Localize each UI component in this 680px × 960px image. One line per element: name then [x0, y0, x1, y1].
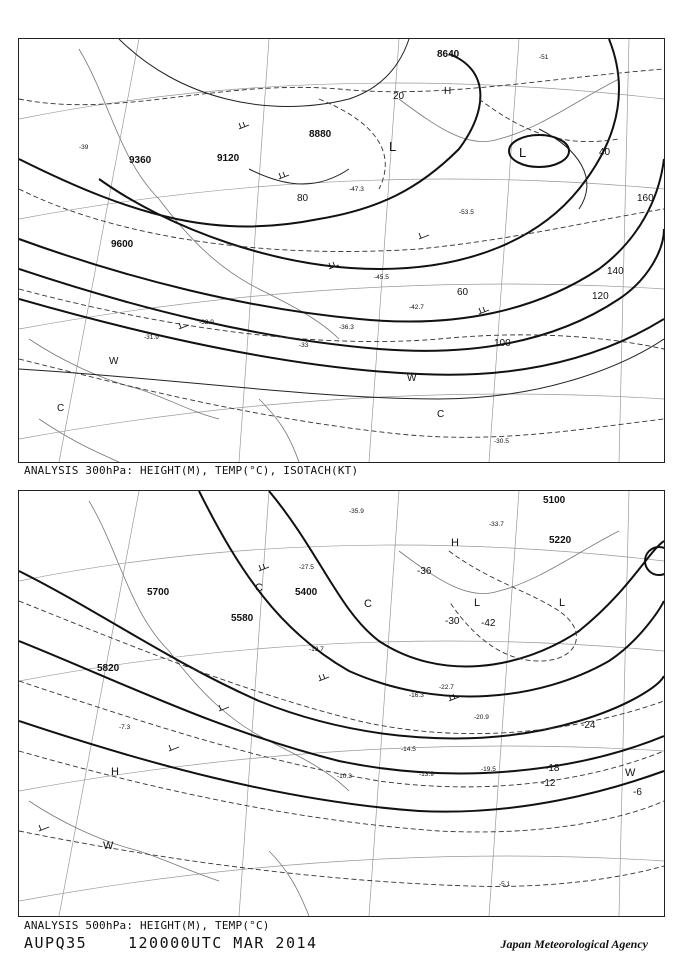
height-label-9360: 9360: [129, 155, 152, 166]
isotach-label-40: 40: [599, 147, 611, 158]
high-center-label: H: [111, 766, 119, 778]
isotherm-lines: [19, 551, 664, 886]
isotach-label-20: 20: [393, 91, 405, 102]
warm-center-label: W: [103, 840, 114, 852]
low-center-label: L: [559, 597, 566, 609]
height-labels: [111, 49, 460, 250]
cold-center-label: C: [364, 598, 372, 610]
height-label-5700: 5700: [147, 587, 170, 598]
svg-text:-13.9: -13.9: [419, 771, 434, 778]
isotherm-label-minus6: -6: [633, 787, 642, 798]
panel-caption-300hpa: ANALYSIS 300hPa: HEIGHT(M), TEMP(°C), ISOTACH(KT): [24, 464, 359, 477]
height-label-5220: 5220: [549, 535, 572, 546]
analysis-300hpa-map: [18, 38, 665, 463]
coastlines: [29, 501, 619, 916]
isotherm-label-minus36: -36: [417, 566, 432, 577]
height-label-5820: 5820: [97, 663, 120, 674]
svg-text:-30.5: -30.5: [494, 438, 509, 445]
pressure-centers: [103, 537, 636, 852]
low-center-label: L: [474, 597, 481, 609]
svg-text:-7.3: -7.3: [119, 724, 131, 731]
svg-text:-39: -39: [79, 144, 89, 151]
issue-time: 120000UTC MAR 2014: [128, 934, 318, 952]
isotherm-labels: [417, 566, 642, 798]
svg-text:-19.5: -19.5: [481, 766, 496, 773]
svg-text:-32.9: -32.9: [199, 319, 214, 326]
svg-text:-20.9: -20.9: [474, 714, 489, 721]
svg-text:-27.5: -27.5: [299, 564, 314, 571]
svg-text:-22.7: -22.7: [439, 684, 454, 691]
height-label-9600: 9600: [111, 239, 134, 250]
svg-text:-10.3: -10.3: [337, 773, 352, 780]
isotherm-label-minus12: -12: [541, 778, 556, 789]
closed-low-contour: [509, 135, 569, 167]
warm-center-label: W: [625, 767, 636, 779]
svg-text:-42.7: -42.7: [409, 304, 424, 311]
svg-text:-31.9: -31.9: [144, 334, 159, 341]
isotach-label-160: 160: [637, 193, 654, 204]
isotach-label-60: 60: [457, 287, 469, 298]
panel-caption-500hpa: ANALYSIS 500hPa: HEIGHT(M), TEMP(°C): [24, 919, 270, 932]
svg-text:-35.9: -35.9: [349, 508, 364, 515]
height-label-5100: 5100: [543, 495, 566, 506]
svg-text:-33: -33: [299, 342, 309, 349]
isotherm-label-minus42: -42: [481, 618, 496, 629]
isotach-label-80: 80: [297, 193, 309, 204]
high-center-label: H: [451, 537, 459, 549]
height-label-9120: 9120: [217, 153, 240, 164]
isotherm-label-minus24: -24: [581, 720, 596, 731]
isotherm-label-minus30: -30: [445, 616, 460, 627]
height-label-5400: 5400: [295, 587, 318, 598]
warm-center-label: W: [407, 373, 417, 384]
svg-text:-51: -51: [539, 54, 549, 61]
svg-text:-14.5: -14.5: [401, 746, 416, 753]
warm-center-label: W: [109, 356, 119, 367]
chart-code: AUPQ35: [24, 934, 88, 952]
isotach-label-120: 120: [592, 291, 609, 302]
svg-text:-47.3: -47.3: [349, 186, 364, 193]
height-label-8880: 8880: [309, 129, 332, 140]
low-center-label: L: [389, 139, 397, 154]
low-center-label: L: [519, 145, 527, 160]
analysis-500hpa-map: [18, 490, 665, 917]
cold-center-label: C: [57, 403, 65, 414]
svg-text:-5.1: -5.1: [499, 881, 511, 888]
coastlines: [29, 49, 619, 462]
isotach-label-100: 100: [494, 338, 511, 349]
svg-text:-45.5: -45.5: [374, 274, 389, 281]
height-label-8640: 8640: [437, 49, 460, 60]
high-center-label: H: [444, 86, 452, 97]
isotach-label-140: 140: [607, 266, 624, 277]
svg-text:-19.7: -19.7: [309, 646, 324, 653]
svg-text:-53.5: -53.5: [459, 209, 474, 216]
cold-center-label: C: [437, 409, 445, 420]
graticule: [19, 39, 664, 462]
svg-text:-36.3: -36.3: [339, 324, 354, 331]
isotherm-label-minus18: -18: [545, 763, 560, 774]
pressure-centers: [57, 86, 526, 420]
svg-text:-16.3: -16.3: [409, 692, 424, 699]
graticule: [19, 491, 664, 916]
cold-center-label: C: [255, 582, 263, 594]
height-label-5580: 5580: [231, 613, 254, 624]
agency-credit: Japan Meteorological Agency: [500, 937, 648, 951]
svg-text:-33.7: -33.7: [489, 521, 504, 528]
station-plots: [119, 508, 511, 888]
